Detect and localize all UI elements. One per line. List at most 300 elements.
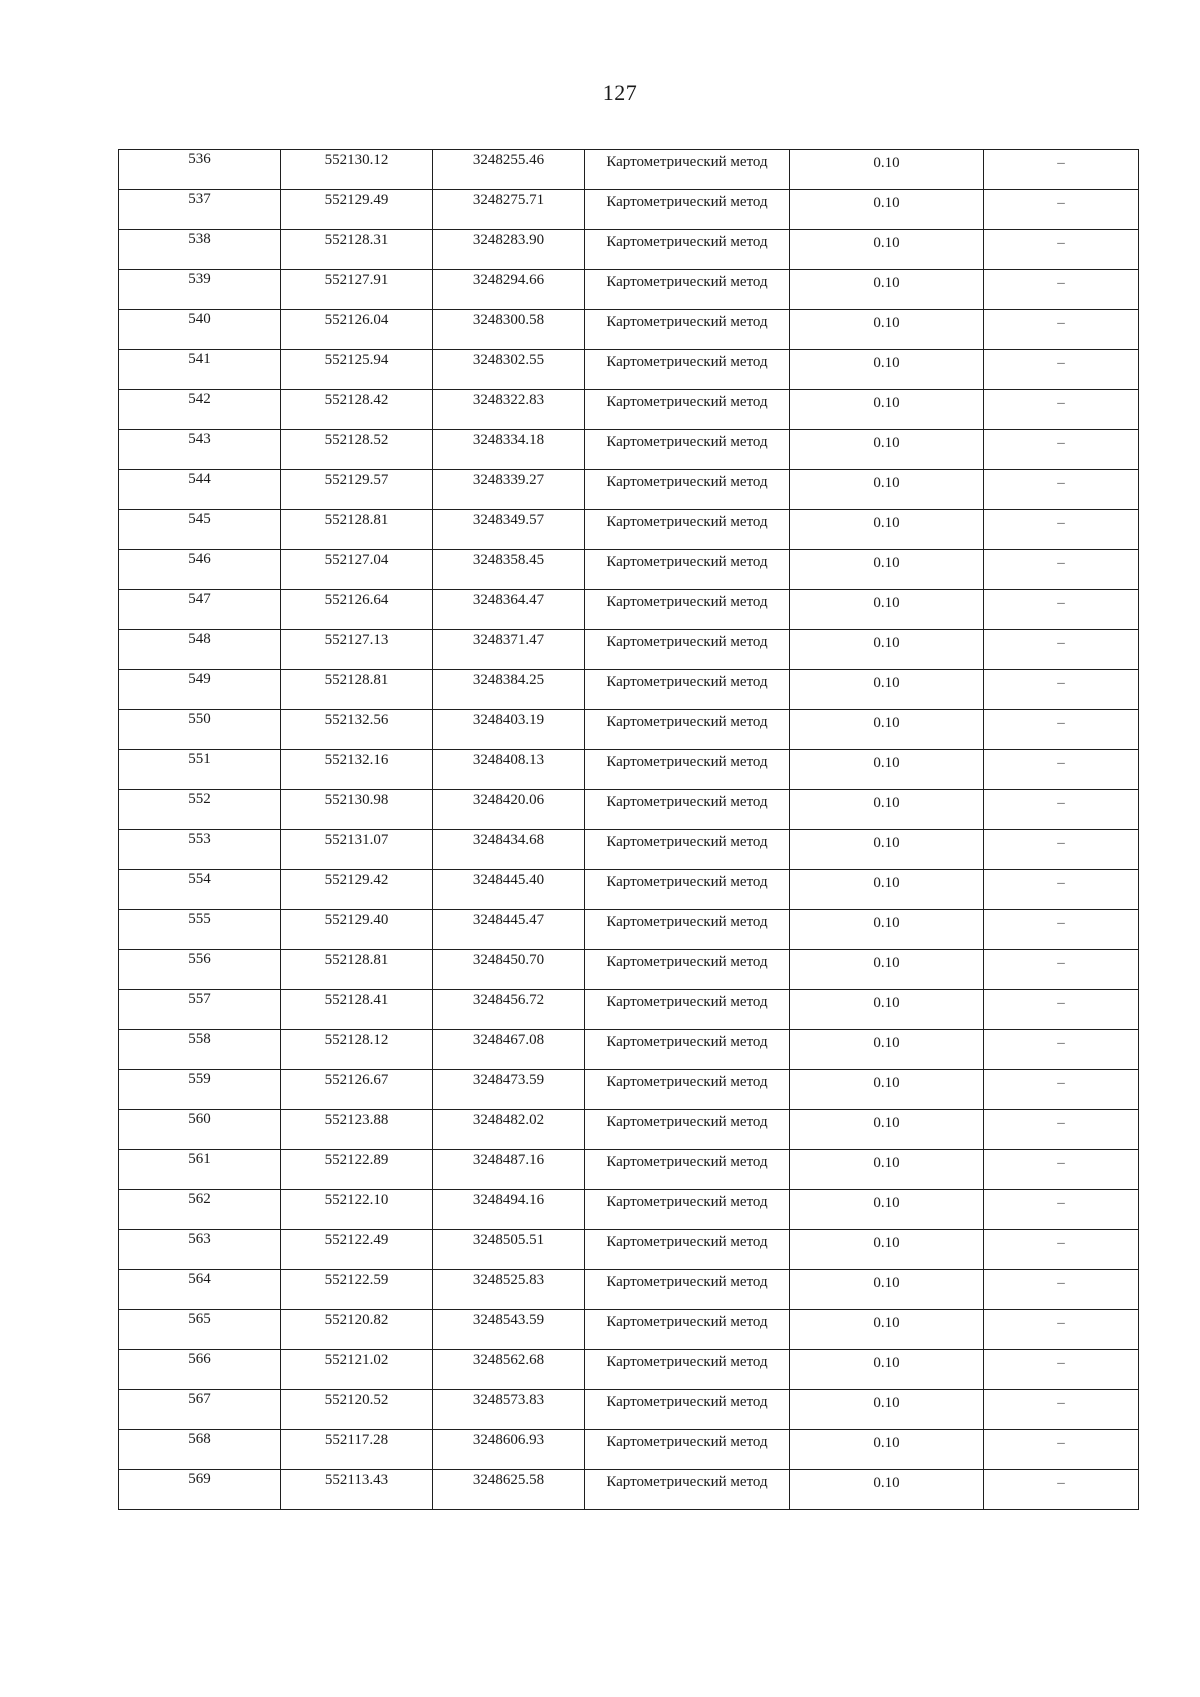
method-cell (585, 1230, 790, 1270)
accuracy-value: 0.10 (873, 1195, 900, 1211)
method-text: Картометрический метод (606, 194, 768, 210)
note-dash: – (1057, 995, 1065, 1011)
method-cell (585, 590, 790, 630)
y-coordinate: 3248371.47 (472, 632, 545, 648)
note-dash: – (1057, 475, 1065, 491)
y-coordinate-cell (433, 590, 585, 630)
accuracy-value: 0.10 (873, 795, 900, 811)
note-cell (984, 830, 1139, 870)
method-text: Картометрический метод (606, 394, 768, 410)
y-coordinate-cell (433, 950, 585, 990)
x-coordinate: 552129.57 (324, 472, 389, 488)
method-text: Картометрический метод (606, 794, 768, 810)
table-row (119, 910, 1139, 950)
accuracy-value: 0.10 (873, 1115, 900, 1131)
note-cell (984, 630, 1139, 670)
y-coordinate-cell (433, 910, 585, 950)
point-number: 562 (188, 1191, 211, 1207)
note-dash: – (1057, 1155, 1065, 1171)
x-coordinate-cell (281, 350, 433, 390)
method-text: Картометрический метод (606, 1074, 768, 1090)
accuracy-value: 0.10 (873, 515, 900, 531)
x-coordinate-cell (281, 1070, 433, 1110)
point-number-cell (119, 950, 281, 990)
note-dash: – (1057, 1235, 1065, 1251)
accuracy-cell (790, 230, 984, 270)
y-coordinate-cell (433, 830, 585, 870)
y-coordinate: 3248434.68 (472, 832, 545, 848)
x-coordinate: 552130.98 (324, 792, 389, 808)
method-cell (585, 1350, 790, 1390)
point-number-cell (119, 310, 281, 350)
y-coordinate-cell (433, 670, 585, 710)
method-text: Картометрический метод (606, 1394, 768, 1410)
note-dash: – (1057, 155, 1065, 171)
accuracy-cell (790, 590, 984, 630)
x-coordinate: 552128.42 (324, 392, 389, 408)
table-row (119, 1190, 1139, 1230)
point-number: 556 (188, 951, 211, 967)
table-row (119, 1070, 1139, 1110)
accuracy-cell (790, 430, 984, 470)
note-dash: – (1057, 1435, 1065, 1451)
method-text: Картометрический метод (606, 1154, 768, 1170)
table-row (119, 1390, 1139, 1430)
accuracy-cell (790, 950, 984, 990)
y-coordinate-cell (433, 1230, 585, 1270)
method-cell (585, 1270, 790, 1310)
point-number: 565 (188, 1311, 211, 1327)
y-coordinate: 3248420.06 (472, 792, 545, 808)
note-dash: – (1057, 755, 1065, 771)
x-coordinate: 552128.52 (324, 432, 389, 448)
x-coordinate: 552117.28 (324, 1432, 389, 1448)
method-text: Картометрический метод (606, 554, 768, 570)
accuracy-value: 0.10 (873, 315, 900, 331)
y-coordinate-cell (433, 1390, 585, 1430)
note-dash: – (1057, 635, 1065, 651)
point-number-cell (119, 630, 281, 670)
accuracy-value: 0.10 (873, 835, 900, 851)
note-cell (984, 1470, 1139, 1510)
x-coordinate: 552129.49 (324, 192, 389, 208)
note-cell (984, 310, 1139, 350)
point-number-cell (119, 750, 281, 790)
point-number-cell (119, 550, 281, 590)
note-cell (984, 1070, 1139, 1110)
x-coordinate: 552128.81 (324, 952, 389, 968)
note-cell (984, 1390, 1139, 1430)
accuracy-value: 0.10 (873, 955, 900, 971)
y-coordinate: 3248334.18 (472, 432, 545, 448)
note-dash: – (1057, 515, 1065, 531)
method-text: Картометрический метод (606, 594, 768, 610)
point-number-cell (119, 1270, 281, 1310)
x-coordinate-cell (281, 670, 433, 710)
y-coordinate-cell (433, 790, 585, 830)
method-cell (585, 230, 790, 270)
x-coordinate-cell (281, 950, 433, 990)
method-text: Картометрический метод (606, 354, 768, 370)
note-cell (984, 1150, 1139, 1190)
point-number-cell (119, 1430, 281, 1470)
note-dash: – (1057, 1395, 1065, 1411)
accuracy-cell (790, 510, 984, 550)
x-coordinate: 552127.04 (324, 552, 389, 568)
method-cell (585, 790, 790, 830)
x-coordinate: 552127.91 (324, 272, 389, 288)
point-number-cell (119, 1150, 281, 1190)
accuracy-value: 0.10 (873, 355, 900, 371)
point-number: 540 (188, 311, 211, 327)
note-cell (984, 1030, 1139, 1070)
x-coordinate: 552122.89 (324, 1152, 389, 1168)
x-coordinate-cell (281, 590, 433, 630)
point-number: 546 (188, 551, 211, 567)
note-cell (984, 470, 1139, 510)
point-number: 549 (188, 671, 211, 687)
x-coordinate: 552132.16 (324, 752, 389, 768)
note-cell (984, 1190, 1139, 1230)
y-coordinate: 3248482.02 (472, 1112, 545, 1128)
accuracy-cell (790, 1470, 984, 1510)
y-coordinate: 3248505.51 (472, 1232, 545, 1248)
point-number-cell (119, 830, 281, 870)
accuracy-value: 0.10 (873, 875, 900, 891)
note-dash: – (1057, 1275, 1065, 1291)
point-number: 569 (188, 1471, 211, 1487)
point-number-cell (119, 670, 281, 710)
point-number-cell (119, 1310, 281, 1350)
note-dash: – (1057, 1195, 1065, 1211)
table-row (119, 230, 1139, 270)
method-cell (585, 750, 790, 790)
note-dash: – (1057, 595, 1065, 611)
point-number-cell (119, 350, 281, 390)
x-coordinate-cell (281, 150, 433, 190)
point-number-cell (119, 270, 281, 310)
x-coordinate-cell (281, 550, 433, 590)
method-text: Картометрический метод (606, 514, 768, 530)
x-coordinate-cell (281, 1110, 433, 1150)
accuracy-value: 0.10 (873, 755, 900, 771)
accuracy-value: 0.10 (873, 715, 900, 731)
point-number: 553 (188, 831, 211, 847)
x-coordinate-cell (281, 1390, 433, 1430)
method-cell (585, 1430, 790, 1470)
x-coordinate-cell (281, 1310, 433, 1350)
x-coordinate: 552128.31 (324, 232, 389, 248)
accuracy-value: 0.10 (873, 1315, 900, 1331)
y-coordinate: 3248467.08 (472, 1032, 545, 1048)
x-coordinate: 552128.41 (324, 992, 389, 1008)
method-cell (585, 470, 790, 510)
table-row (119, 1350, 1139, 1390)
method-cell (585, 510, 790, 550)
y-coordinate-cell (433, 470, 585, 510)
point-number: 561 (188, 1151, 211, 1167)
table-row (119, 1230, 1139, 1270)
table-row (119, 390, 1139, 430)
x-coordinate-cell (281, 190, 433, 230)
point-number-cell (119, 510, 281, 550)
accuracy-value: 0.10 (873, 1355, 900, 1371)
accuracy-cell (790, 190, 984, 230)
note-dash: – (1057, 875, 1065, 891)
accuracy-value: 0.10 (873, 475, 900, 491)
y-coordinate: 3248487.16 (472, 1152, 545, 1168)
x-coordinate: 552123.88 (324, 1112, 389, 1128)
accuracy-cell (790, 1230, 984, 1270)
point-number: 544 (188, 471, 211, 487)
y-coordinate-cell (433, 750, 585, 790)
method-cell (585, 630, 790, 670)
x-coordinate: 552120.52 (324, 1392, 389, 1408)
accuracy-cell (790, 470, 984, 510)
table-row (119, 310, 1139, 350)
accuracy-cell (790, 1270, 984, 1310)
note-cell (984, 1350, 1139, 1390)
y-coordinate-cell (433, 190, 585, 230)
x-coordinate: 552128.81 (324, 512, 389, 528)
note-dash: – (1057, 275, 1065, 291)
method-text: Картометрический метод (606, 274, 768, 290)
note-cell (984, 430, 1139, 470)
method-cell (585, 430, 790, 470)
y-coordinate: 3248525.83 (472, 1272, 545, 1288)
table-row (119, 670, 1139, 710)
x-coordinate: 552126.67 (324, 1072, 389, 1088)
method-cell (585, 350, 790, 390)
point-number: 552 (188, 791, 211, 807)
y-coordinate: 3248473.59 (472, 1072, 545, 1088)
x-coordinate: 552129.42 (324, 872, 389, 888)
y-coordinate: 3248283.90 (472, 232, 545, 248)
y-coordinate-cell (433, 630, 585, 670)
accuracy-value: 0.10 (873, 675, 900, 691)
y-coordinate-cell (433, 1110, 585, 1150)
method-cell (585, 1150, 790, 1190)
table-row (119, 750, 1139, 790)
note-cell (984, 510, 1139, 550)
table-row (119, 550, 1139, 590)
accuracy-cell (790, 630, 984, 670)
accuracy-value: 0.10 (873, 395, 900, 411)
method-text: Картометрический метод (606, 1034, 768, 1050)
y-coordinate: 3248562.68 (472, 1352, 545, 1368)
note-cell (984, 990, 1139, 1030)
point-number: 543 (188, 431, 211, 447)
y-coordinate-cell (433, 350, 585, 390)
accuracy-cell (790, 1190, 984, 1230)
accuracy-value: 0.10 (873, 1395, 900, 1411)
accuracy-value: 0.10 (873, 1435, 900, 1451)
table-row (119, 470, 1139, 510)
y-coordinate: 3248543.59 (472, 1312, 545, 1328)
y-coordinate: 3248275.71 (472, 192, 545, 208)
note-cell (984, 1230, 1139, 1270)
point-number: 563 (188, 1231, 211, 1247)
method-cell (585, 310, 790, 350)
x-coordinate-cell (281, 430, 433, 470)
method-text: Картометрический метод (606, 1234, 768, 1250)
note-dash: – (1057, 1115, 1065, 1131)
point-number: 536 (188, 151, 211, 167)
accuracy-cell (790, 670, 984, 710)
point-number: 539 (188, 271, 211, 287)
y-coordinate: 3248606.93 (472, 1432, 545, 1448)
point-number: 550 (188, 711, 211, 727)
x-coordinate-cell (281, 870, 433, 910)
note-dash: – (1057, 1475, 1065, 1491)
table-row (119, 270, 1139, 310)
accuracy-cell (790, 1430, 984, 1470)
table-row (119, 1270, 1139, 1310)
y-coordinate-cell (433, 1030, 585, 1070)
x-coordinate: 552122.59 (324, 1272, 389, 1288)
table-row (119, 350, 1139, 390)
method-cell (585, 1110, 790, 1150)
x-coordinate-cell (281, 750, 433, 790)
point-number-cell (119, 1390, 281, 1430)
note-dash: – (1057, 235, 1065, 251)
table-row (119, 710, 1139, 750)
y-coordinate-cell (433, 990, 585, 1030)
x-coordinate-cell (281, 1190, 433, 1230)
note-dash: – (1057, 1075, 1065, 1091)
x-coordinate: 552113.43 (324, 1472, 389, 1488)
y-coordinate: 3248294.66 (472, 272, 545, 288)
accuracy-value: 0.10 (873, 435, 900, 451)
coordinates-table (118, 149, 1139, 1510)
y-coordinate-cell (433, 550, 585, 590)
method-text: Картометрический метод (606, 1314, 768, 1330)
y-coordinate-cell (433, 1190, 585, 1230)
x-coordinate-cell (281, 630, 433, 670)
y-coordinate: 3248358.45 (472, 552, 545, 568)
table-row (119, 1470, 1139, 1510)
table-row (119, 830, 1139, 870)
y-coordinate: 3248302.55 (472, 352, 545, 368)
method-text: Картометрический метод (606, 1114, 768, 1130)
table-row (119, 1430, 1139, 1470)
y-coordinate-cell (433, 230, 585, 270)
point-number-cell (119, 910, 281, 950)
y-coordinate-cell (433, 1270, 585, 1310)
method-cell (585, 270, 790, 310)
note-dash: – (1057, 1315, 1065, 1331)
y-coordinate-cell (433, 1430, 585, 1470)
note-cell (984, 1270, 1139, 1310)
table-row (119, 190, 1139, 230)
x-coordinate: 552130.12 (324, 152, 389, 168)
x-coordinate-cell (281, 510, 433, 550)
method-text: Картометрический метод (606, 1474, 768, 1490)
x-coordinate-cell (281, 1470, 433, 1510)
x-coordinate-cell (281, 1230, 433, 1270)
point-number-cell (119, 1030, 281, 1070)
y-coordinate-cell (433, 710, 585, 750)
y-coordinate-cell (433, 1070, 585, 1110)
note-cell (984, 1310, 1139, 1350)
point-number: 557 (188, 991, 211, 1007)
point-number-cell (119, 1110, 281, 1150)
accuracy-cell (790, 1030, 984, 1070)
note-dash: – (1057, 555, 1065, 571)
point-number: 548 (188, 631, 211, 647)
method-cell (585, 1030, 790, 1070)
method-text: Картометрический метод (606, 434, 768, 450)
method-cell (585, 1070, 790, 1110)
accuracy-value: 0.10 (873, 1235, 900, 1251)
method-cell (585, 830, 790, 870)
point-number: 564 (188, 1271, 211, 1287)
y-coordinate: 3248255.46 (472, 152, 545, 168)
method-cell (585, 870, 790, 910)
x-coordinate: 552121.02 (324, 1352, 389, 1368)
note-cell (984, 270, 1139, 310)
note-cell (984, 230, 1139, 270)
point-number-cell (119, 590, 281, 630)
point-number-cell (119, 190, 281, 230)
x-coordinate-cell (281, 230, 433, 270)
point-number: 551 (188, 751, 211, 767)
note-dash: – (1057, 835, 1065, 851)
method-cell (585, 1390, 790, 1430)
point-number-cell (119, 710, 281, 750)
method-text: Картометрический метод (606, 994, 768, 1010)
y-coordinate-cell (433, 1350, 585, 1390)
x-coordinate-cell (281, 1030, 433, 1070)
x-coordinate-cell (281, 790, 433, 830)
x-coordinate: 552122.49 (324, 1232, 389, 1248)
note-cell (984, 1430, 1139, 1470)
y-coordinate: 3248573.83 (472, 1392, 545, 1408)
note-dash: – (1057, 795, 1065, 811)
method-text: Картометрический метод (606, 754, 768, 770)
x-coordinate: 552128.81 (324, 672, 389, 688)
x-coordinate-cell (281, 270, 433, 310)
note-dash: – (1057, 355, 1065, 371)
method-cell (585, 710, 790, 750)
accuracy-value: 0.10 (873, 195, 900, 211)
y-coordinate-cell (433, 870, 585, 910)
table-row (119, 630, 1139, 670)
note-dash: – (1057, 315, 1065, 331)
accuracy-cell (790, 1310, 984, 1350)
accuracy-value: 0.10 (873, 1475, 900, 1491)
accuracy-cell (790, 710, 984, 750)
note-dash: – (1057, 1035, 1065, 1051)
x-coordinate: 552125.94 (324, 352, 389, 368)
y-coordinate: 3248339.27 (472, 472, 545, 488)
y-coordinate-cell (433, 270, 585, 310)
x-coordinate: 552126.04 (324, 312, 389, 328)
point-number: 537 (188, 191, 211, 207)
y-coordinate-cell (433, 390, 585, 430)
accuracy-value: 0.10 (873, 595, 900, 611)
accuracy-cell (790, 750, 984, 790)
y-coordinate-cell (433, 310, 585, 350)
note-cell (984, 350, 1139, 390)
y-coordinate-cell (433, 430, 585, 470)
accuracy-value: 0.10 (873, 915, 900, 931)
x-coordinate-cell (281, 1150, 433, 1190)
method-text: Картометрический метод (606, 674, 768, 690)
point-number-cell (119, 990, 281, 1030)
method-text: Картометрический метод (606, 314, 768, 330)
x-coordinate: 552128.12 (324, 1032, 389, 1048)
